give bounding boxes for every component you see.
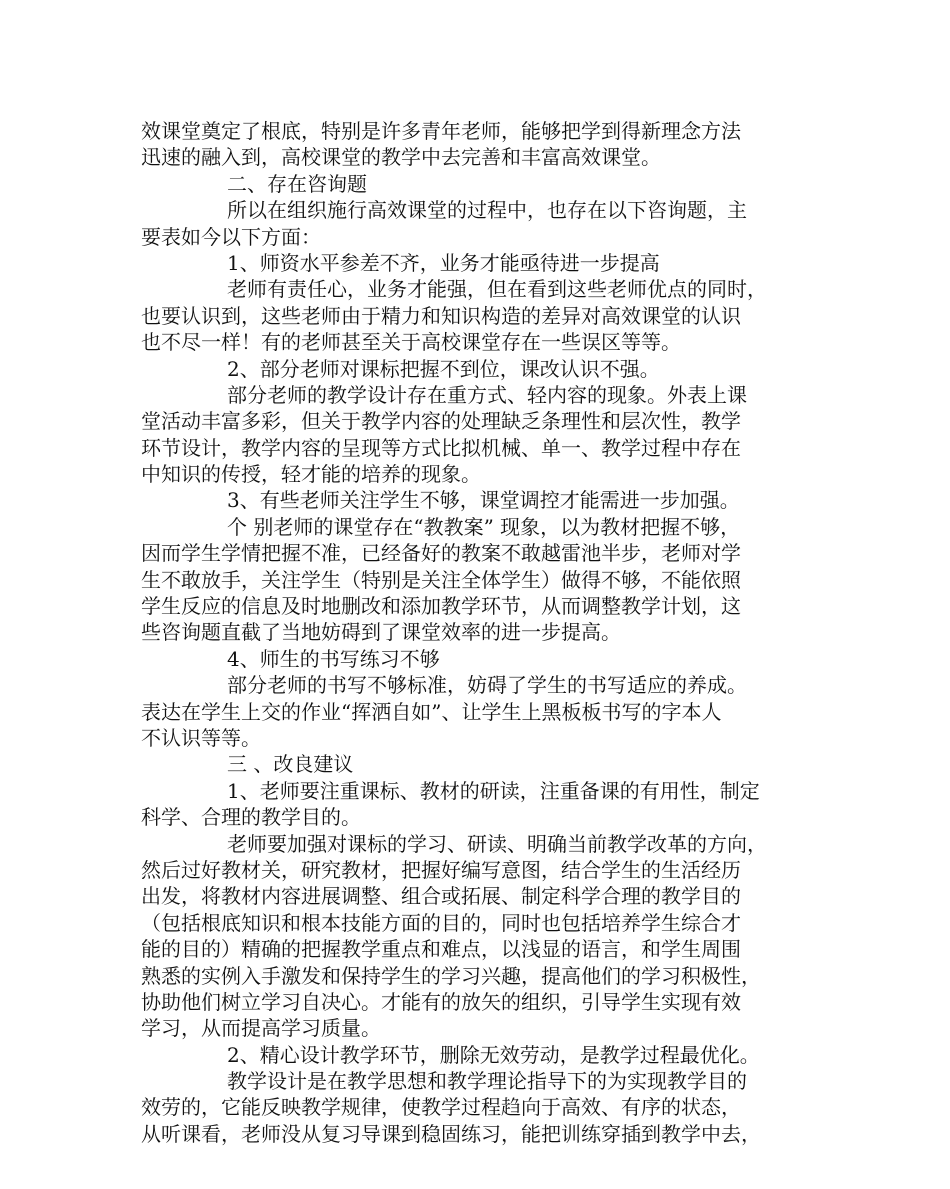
text-line: 从听课看，老师没从复习导课到稳固练习，能把训练穿插到教学中去， — [141, 1121, 761, 1146]
text-line: 环节设计，教学内容的呈现等方式比拟机械、单一、教学过程中存在 — [141, 435, 741, 460]
text-line: 些咨询题直截了当地妨碍到了课堂效率的进一步提高。 — [141, 620, 621, 645]
text-line: 老师有责任心，业务才能强，但在看到这些老师优点的同时， — [227, 277, 767, 302]
text-line: 二、存在咨询题 — [227, 171, 367, 196]
text-line: （包括根底知识和根本技能方面的目的，同时也包括培养学生综合才 — [141, 910, 741, 935]
document-body — [141, 118, 826, 1147]
text-line: 1、老师要注重课标、教材的研读，注重备课的有用性，制定 — [227, 778, 760, 803]
text-line: 出发，将教材内容进展调整、组合或拓展、制定科学合理的教学目的 — [141, 884, 741, 909]
text-line: 老师要加强对课标的学习、研读、明确当前教学改革的方向， — [227, 831, 767, 856]
text-line: 个 别老师的课堂存在“教教案” 现象，以为教材把握不够， — [227, 514, 741, 539]
text-line: 熟悉的实例入手激发和保持学生的学习兴趣，提高他们的学习积极性， — [141, 963, 761, 988]
text-line: 3、有些老师关注学生不够，课堂调控才能需进一步加强。 — [227, 488, 740, 513]
text-line: 不认识等等。 — [141, 725, 261, 750]
text-line: 三 、改良建议 — [227, 752, 354, 777]
text-line: 4、师生的书写练习不够 — [227, 646, 440, 671]
text-line: 2、精心设计教学环节，删除无效劳动，是教学过程最优化。 — [227, 1042, 760, 1067]
text-line: 表达在学生上交的作业“挥洒自如”、让学生上黑板板书写的字本人 — [141, 699, 722, 724]
text-line: 科学、合理的教学目的。 — [141, 805, 361, 830]
text-line: 然后过好教材关，研究教材，把握好编写意图，结合学生的生活经历 — [141, 857, 741, 882]
text-line: 协助他们树立学习自决心。才能有的放矢的组织，引导学生实现有效 — [141, 989, 741, 1014]
text-line: 2、部分老师对课标把握不到位，课改认识不强。 — [227, 356, 660, 381]
text-line: 能的目的）精确的把握教学重点和难点，以浅显的语言，和学生周围 — [141, 937, 741, 962]
text-line: 中知识的传授，轻才能的培养的现象。 — [141, 462, 481, 487]
text-line: 要表如今以下方面： — [141, 224, 321, 249]
text-line: 迅速的融入到，高校课堂的教学中去完善和丰富高效课堂。 — [141, 145, 661, 170]
text-line: 因而学生学情把握不准，已经备好的教案不敢越雷池半步，老师对学 — [141, 541, 741, 566]
text-line: 也不尽一样！有的老师甚至关于高校课堂存在一些误区等等。 — [141, 330, 681, 355]
text-line: 生不敢放手，关注学生（特别是关注全体学生）做得不够，不能依照 — [141, 567, 741, 592]
text-line: 也要认识到，这些老师由于精力和知识构造的差异对高效课堂的认识 — [141, 303, 741, 328]
text-line: 所以在组织施行高效课堂的过程中，也存在以下咨询题，主 — [227, 198, 747, 223]
text-line: 学生反应的信息及时地删改和添加教学环节，从而调整教学计划，这 — [141, 594, 741, 619]
text-line: 部分老师的教学设计存在重方式、轻内容的现象。外表上课 — [227, 382, 747, 407]
text-line: 学习，从而提高学习质量。 — [141, 1016, 381, 1041]
text-line: 教学设计是在教学思想和教学理论指导下的为实现教学目的 — [227, 1069, 747, 1094]
text-line: 效课堂奠定了根底，特别是许多青年老师，能够把学到得新理念方法 — [141, 119, 741, 143]
text-line: 部分老师的书写不够标准，妨碍了学生的书写适应的养成。 — [227, 673, 747, 698]
text-line: 1、师资水平参差不齐，业务才能亟待进一步提高 — [227, 250, 660, 275]
text-line: 效劳的，它能反映教学规律，使教学过程趋向于高效、有序的状态， — [141, 1095, 741, 1120]
text-line: 堂活动丰富多彩，但关于教学内容的处理缺乏条理性和层次性，教学 — [141, 409, 741, 434]
